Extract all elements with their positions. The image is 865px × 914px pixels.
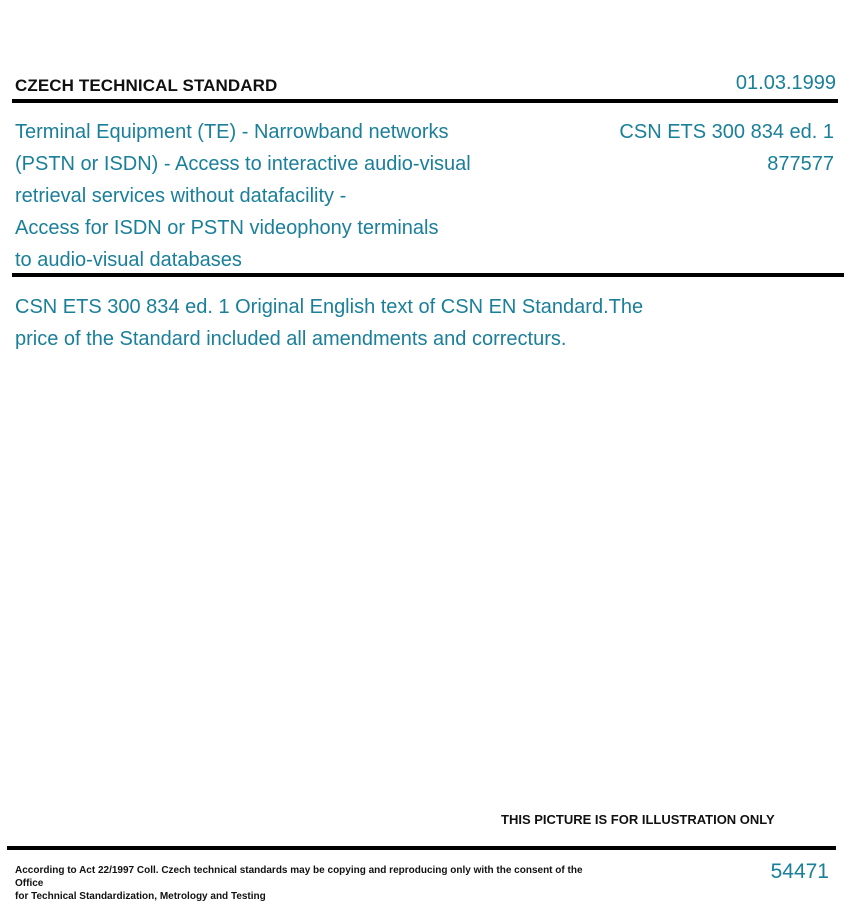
standard-identifiers <box>619 116 834 180</box>
top-divider <box>12 99 838 103</box>
footer-note-line: According to Act 22/1997 Coll. Czech technical standards may be copying and reproducing only with the consent of the Office <box>15 865 583 889</box>
standard-title <box>15 116 575 276</box>
illustration-note: THIS PICTURE IS FOR ILLUSTRATION ONLY <box>501 812 775 827</box>
catalog-number: 877577 <box>767 153 834 175</box>
standard-title-line: (PSTN or ISDN) - Access to interactive audio-visual <box>15 153 471 175</box>
document-date: 01.03.1999 <box>735 72 836 94</box>
footer-note-line: for Technical Standardization, Metrology and Testing <box>15 891 266 902</box>
document-header-title: CZECH TECHNICAL STANDARD <box>15 76 278 95</box>
standard-title-line: retrieval services without datafacility - <box>15 185 347 207</box>
middle-divider <box>12 273 844 277</box>
standard-code: CSN ETS 300 834 ed. 1 <box>619 121 834 143</box>
standard-title-line: Access for ISDN or PSTN videophony terminals <box>15 217 439 239</box>
standard-title-line: Terminal Equipment (TE) - Narrowband networks <box>15 121 449 143</box>
footer-number: 54471 <box>770 860 829 883</box>
bottom-divider <box>7 846 836 850</box>
footer-legal-note <box>15 864 585 903</box>
description-line: price of the Standard included all amendments and correcturs. <box>15 328 567 350</box>
standard-description <box>15 291 715 355</box>
standard-title-line: to audio-visual databases <box>15 249 242 271</box>
description-line: CSN ETS 300 834 ed. 1 Original English text of CSN EN Standard.The <box>15 296 644 318</box>
